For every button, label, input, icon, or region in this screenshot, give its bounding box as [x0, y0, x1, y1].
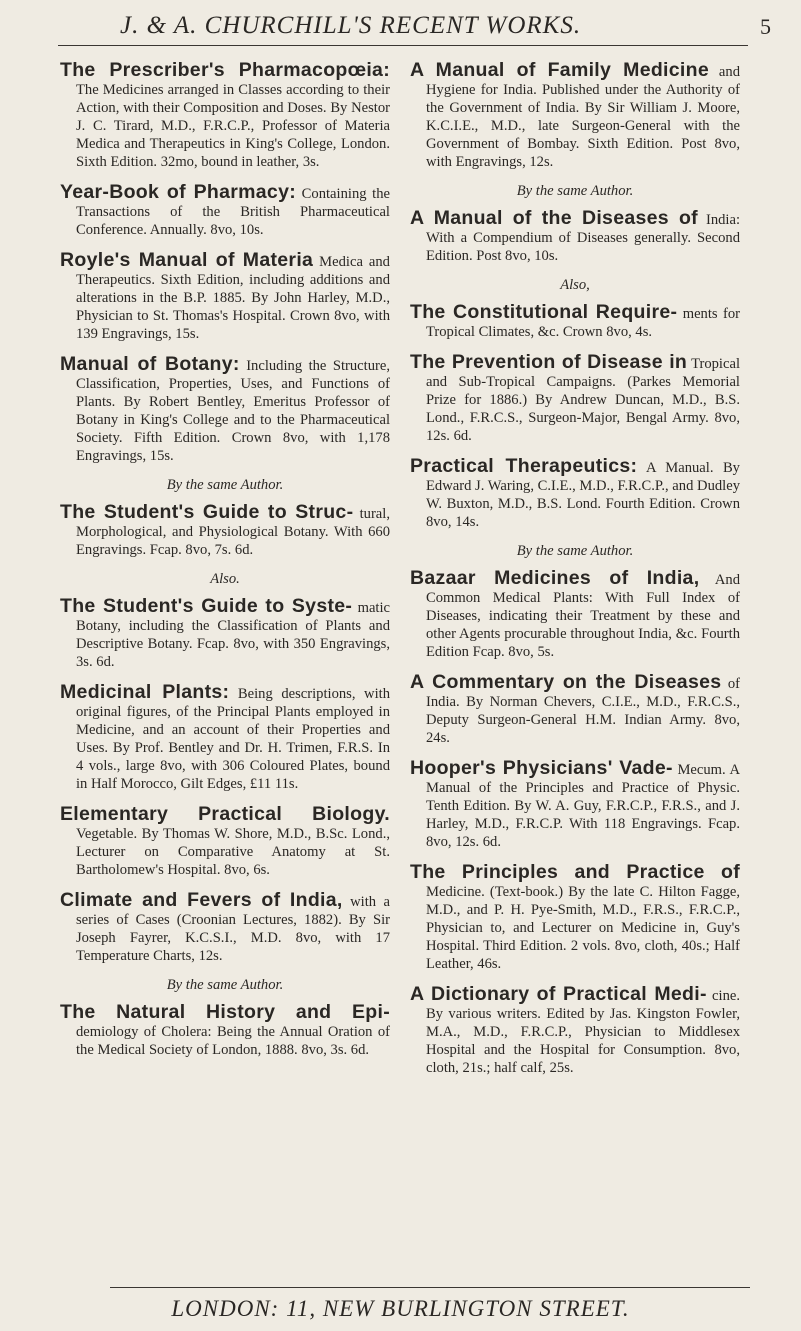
book-title: The Principles and Practice of: [410, 861, 740, 883]
book-title: Bazaar Medicines of India,: [410, 567, 700, 589]
book-description: Vegetable. By Thomas W. Shore, M.D., B.Sc. Lond., Lecturer on Comparative Anatomy at St. Bartholomew's Hospital. 8vo, 6s.: [76, 826, 390, 878]
book-entry: [60, 60, 390, 171]
book-entry: [410, 862, 740, 973]
book-entry: [60, 250, 390, 343]
book-entry: [60, 182, 390, 239]
book-entry: [410, 456, 740, 531]
book-title: Year-Book of Pharmacy:: [60, 181, 297, 203]
book-title: The Student's Guide to Syste-: [60, 595, 353, 617]
book-description: cine. By various writers. Edited by Jas. Kingston Fowler, M.A., M.D., F.R.C.P., Physician to Middlesex Hospital and the Hospital for Consumption. 8vo, cloth, 21s.; half calf, 25s.: [426, 988, 740, 1076]
book-title: Royle's Manual of Materia: [60, 249, 314, 271]
byline: By the same Author.: [166, 477, 284, 493]
book-entry: [410, 984, 740, 1077]
book-description: tural, Morphological, and Physiological Botany. With 660 Engravings. Fcap. 8vo, 7s. 6d.: [76, 506, 390, 558]
book-entry: [410, 60, 740, 171]
book-title: A Commentary on the Diseases: [410, 671, 722, 693]
book-entry: [410, 352, 740, 445]
book-entry: [410, 672, 740, 747]
book-entry: [60, 890, 390, 965]
book-title: Medicinal Plants:: [60, 681, 230, 703]
book-description: Containing the Transactions of the British Pharmaceutical Conference. Annually. 8vo, 10s.: [76, 186, 391, 238]
byline: By the same Author.: [516, 183, 634, 199]
book-title: A Manual of the Diseases of: [410, 207, 698, 229]
page-number: 5: [760, 14, 771, 39]
page-header: [0, 10, 801, 50]
book-description: matic Botany, including the Classification of Plants and Descriptive Botany. Fcap. 8vo, with 350 Engravings, 3s. 6d.: [76, 600, 391, 670]
book-title: A Dictionary of Practical Medi-: [410, 983, 707, 1005]
book-entry: [410, 208, 740, 265]
book-description: India: With a Compendium of Diseases generally. Second Edition. Post 8vo, 10s.: [426, 212, 740, 264]
header-rule: [58, 45, 748, 46]
book-entry: [60, 682, 390, 793]
book-description: Being descriptions, with original figures, of the Principal Plants employed in Medicine, and an account of their Properties and Uses. By Prof. Bentley and Dr. H. Trimen, F.R.S. In 4 vols., large 8vo, with 306 Coloured Plates, bound in Half Morocco, Gilt Edges, £11 11s.: [76, 686, 391, 792]
book-entry: [60, 1002, 390, 1059]
book-title: The Natural History and Epi-: [60, 1001, 390, 1023]
book-entry: [410, 568, 740, 661]
byline: Also,: [560, 277, 590, 293]
book-description: Medica and Therapeutics. Sixth Edition, including additions and alterations in the B.P. 1885. By John Harley, M.D., Physician to St. Thomas's Hospital. Crown 8vo, with 139 Engravings, 15s.: [76, 254, 390, 342]
book-entry: [60, 596, 390, 671]
book-description: Including the Structure, Classification, Properties, Uses, and Functions of Plants. By Robert Bentley, Emeritus Professor of Botany in King's College and to the Pharmaceutical Society. Fifth Edition. Crown 8vo, with 1,178 Engravings, 15s.: [76, 358, 390, 464]
book-description: with a series of Cases (Croonian Lectures, 1882). By Sir Joseph Fayrer, K.C.S.I., M.D. 8vo, with 17 Temperature Charts, 12s.: [76, 894, 390, 964]
footer-rule: [110, 1287, 750, 1288]
book-title: Practical Therapeutics:: [410, 455, 638, 477]
book-title: Climate and Fevers of India,: [60, 889, 343, 911]
book-description: ments for Tropical Climates, &c. Crown 8vo, 4s.: [426, 306, 741, 340]
book-title: Hooper's Physicians' Vade-: [410, 757, 673, 779]
book-entry: [410, 302, 740, 341]
book-description: Medicine. (Text-book.) By the late C. Hilton Fagge, M.D., and P. H. Pye-Smith, M.D., F.R.S., F.R.C.P., Physician to, and Lecturer on Medicine in, Guy's Hospital. Third Edition. 2 vols. 8vo, cloth, 40s.; Half Leather, 46s.: [426, 884, 740, 972]
byline: By the same Author.: [166, 977, 284, 993]
book-entry: [60, 804, 390, 879]
book-title: The Prescriber's Pharmacopœia:: [60, 59, 390, 81]
byline: By the same Author.: [516, 543, 634, 559]
book-title: A Manual of Family Medicine: [410, 59, 709, 81]
book-entry: [60, 354, 390, 465]
book-description: and Hygiene for India. Published under the Authority of the Government of India. By Sir William J. Moore, K.C.I.E., M.D., late Surgeon-General with the Government of Bombay. Sixth Edition. Post 8vo, with Engravings, 12s.: [426, 64, 740, 170]
book-entry: [410, 758, 740, 851]
book-description: Mecum. A Manual of the Principles and Practice of Physic. Tenth Edition. By W. A. Guy, F.R.C.P., F.R.S., and J. Harley, M.D., F.R.C.P. With 118 Engravings. Fcap. 8vo, 12s. 6d.: [426, 762, 740, 850]
book-description: The Medicines arranged in Classes according to their Action, with their Composition and Doses. By Nestor J. C. Tirard, M.D., F.R.C.P., Professor of Materia Medica and Therapeutics in King's College, London. Sixth Edition. 32mo, bound in leather, 3s.: [76, 82, 390, 170]
book-title: Elementary Practical Biology.: [60, 803, 390, 825]
book-description: And Common Medical Plants: With Full Index of Diseases, indicating their Treatment by these and other Agents procurable throughout India, &c. Fourth Edition Fcap. 8vo, 5s.: [426, 572, 741, 660]
book-description: of India. By Norman Chevers, C.I.E., M.D., F.R.C.S., Deputy Surgeon-General H.M. Indian Army. 8vo, 24s.: [426, 676, 740, 746]
book-description: A Manual. By Edward J. Waring, C.I.E., M.D., F.R.C.P., and Dudley W. Buxton, M.D., B.S. Lond. Fourth Edition. Crown 8vo, 14s.: [426, 460, 740, 530]
book-title: The Constitutional Require-: [410, 301, 678, 323]
book-title: The Student's Guide to Struc-: [60, 501, 354, 523]
running-title: J. & A. CHURCHILL'S RECENT WORKS.: [120, 12, 582, 39]
left-column: [60, 60, 390, 1070]
book-description: Tropical and Sub-Tropical Campaigns. (Parkes Memorial Prize for 1886.) By Andrew Duncan, M.D., B.S. Lond., F.R.C.S., Surgeon-Major, Bengal Army. 8vo, 12s. 6d.: [426, 356, 740, 444]
book-title: Manual of Botany:: [60, 353, 240, 375]
book-title: The Prevention of Disease in: [410, 351, 688, 373]
page-footer: LONDON: 11, NEW BURLINGTON STREET.: [171, 1296, 630, 1321]
book-description: demiology of Cholera: Being the Annual Oration of the Medical Society of London, 1888. 8vo, 3s. 6d.: [76, 1024, 390, 1058]
right-column: [410, 60, 740, 1088]
byline: Also.: [210, 571, 240, 587]
book-entry: [60, 502, 390, 559]
